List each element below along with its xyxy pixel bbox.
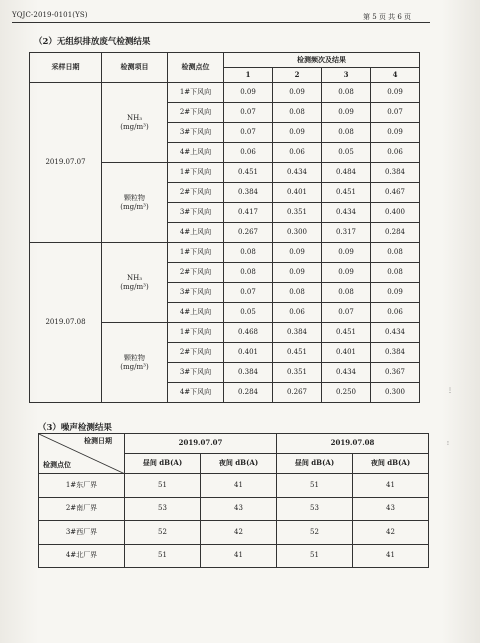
result-value: 0.06 [371,143,420,163]
result-value: 0.317 [322,223,371,243]
margin-mark: ⁝ [447,440,449,447]
result-value: 0.08 [322,123,371,143]
table-row [30,83,420,103]
frequency-number: 1 [224,68,273,83]
day-night-header: 昼间 dB(A) [277,454,353,474]
sampling-date: 2019.07.08 [30,243,102,403]
result-value: 0.284 [371,223,420,243]
result-value: 0.08 [322,83,371,103]
noise-date: 2019.07.07 [125,434,277,454]
monitoring-point: 3#下风向 [168,203,224,223]
header-item: 检测项目 [102,53,168,83]
monitoring-point: 4#上风向 [168,143,224,163]
result-value: 0.384 [224,363,273,383]
result-value: 0.09 [322,263,371,283]
noise-value: 51 [277,544,353,568]
result-value: 0.384 [224,183,273,203]
header-point: 检测点位 [168,53,224,83]
monitoring-point: 4#上风向 [168,303,224,323]
result-value: 0.06 [371,303,420,323]
noise-value: 51 [125,544,201,568]
result-value: 0.08 [273,103,322,123]
result-value: 0.07 [224,283,273,303]
noise-point: 1#东厂界 [39,474,125,498]
result-value: 0.09 [273,83,322,103]
frequency-number: 3 [322,68,371,83]
result-value: 0.434 [273,163,322,183]
result-value: 0.05 [322,143,371,163]
page-number: 第 5 页 共 6 页 [363,13,412,21]
test-item-cell [102,163,168,243]
result-value: 0.09 [224,83,273,103]
noise-value: 41 [353,544,429,568]
monitoring-point: 2#下风向 [168,263,224,283]
test-item-cell [102,83,168,163]
result-value: 0.467 [371,183,420,203]
result-value: 0.07 [371,103,420,123]
margin-mark: ⋮ [447,387,453,394]
result-value: 0.08 [371,243,420,263]
monitoring-point: 3#下风向 [168,123,224,143]
result-value: 0.401 [224,343,273,363]
result-value: 0.08 [224,243,273,263]
result-value: 0.434 [322,203,371,223]
result-value: 0.400 [371,203,420,223]
monitoring-point: 1#下风向 [168,83,224,103]
result-value: 0.451 [273,343,322,363]
noise-table [38,433,429,568]
result-value: 0.300 [371,383,420,403]
noise-value: 43 [201,497,277,521]
result-value: 0.367 [371,363,420,383]
test-item-unit: (mg/m³) [120,202,149,211]
test-item-name: 颗粒物 [124,353,145,362]
result-value: 0.07 [322,303,371,323]
result-value: 0.09 [273,243,322,263]
monitoring-point: 4#下风向 [168,383,224,403]
result-value: 0.06 [273,143,322,163]
result-value: 0.06 [273,303,322,323]
diag-label-point: 检测点位 [43,460,71,470]
result-value: 0.09 [273,123,322,143]
result-value: 0.384 [371,163,420,183]
result-value: 0.351 [273,203,322,223]
result-value: 0.468 [224,323,273,343]
header-row [39,434,429,454]
result-value: 0.451 [224,163,273,183]
monitoring-point: 2#下风向 [168,183,224,203]
monitoring-point: 4#上风向 [168,223,224,243]
noise-point: 4#北厂界 [39,544,125,568]
monitoring-point: 2#下风向 [168,103,224,123]
header-divider [12,22,430,23]
diagonal-header-cell [39,434,125,474]
header-frequency: 检测频次及结果 [224,53,420,68]
test-item-name: NH₃ [126,273,143,282]
frequency-number: 2 [273,68,322,83]
monitoring-point: 3#下风向 [168,283,224,303]
result-value: 0.06 [224,143,273,163]
result-value: 0.451 [322,183,371,203]
sampling-date: 2019.07.07 [30,83,102,243]
monitoring-point: 1#下风向 [168,163,224,183]
result-value: 0.09 [371,83,420,103]
noise-point: 2#南厂界 [39,497,125,521]
test-item-unit: (mg/m³) [120,282,149,291]
test-item-cell [102,243,168,323]
noise-value: 42 [353,521,429,545]
result-value: 0.250 [322,383,371,403]
result-value: 0.08 [224,263,273,283]
frequency-number: 4 [371,68,420,83]
table-row [39,497,429,521]
result-value: 0.284 [224,383,273,403]
result-value: 0.08 [371,263,420,283]
result-value: 0.08 [273,283,322,303]
noise-value: 42 [201,521,277,545]
result-value: 0.401 [322,343,371,363]
result-value: 0.484 [322,163,371,183]
noise-date: 2019.07.08 [277,434,429,454]
monitoring-point: 3#下风向 [168,363,224,383]
test-item-name: NH₃ [126,113,143,122]
noise-value: 53 [277,497,353,521]
result-value: 0.417 [224,203,273,223]
result-value: 0.267 [224,223,273,243]
document-code: YQJC-2019-0101(YS) [12,11,88,19]
result-value: 0.08 [322,283,371,303]
test-item-name: 颗粒物 [124,193,145,202]
noise-value: 51 [125,474,201,498]
noise-value: 41 [201,544,277,568]
result-value: 0.09 [322,103,371,123]
noise-value: 52 [125,521,201,545]
noise-value: 41 [201,474,277,498]
monitoring-point: 1#下风向 [168,323,224,343]
result-value: 0.267 [273,383,322,403]
test-item-cell [102,323,168,403]
result-value: 0.384 [371,343,420,363]
noise-value: 41 [353,474,429,498]
noise-value: 53 [125,497,201,521]
noise-value: 52 [277,521,353,545]
table-row [39,521,429,545]
table-row [39,544,429,568]
day-night-header: 昼间 dB(A) [125,454,201,474]
diag-label-date: 检测日期 [84,436,112,445]
test-item-unit: (mg/m³) [120,122,149,131]
result-value: 0.401 [273,183,322,203]
result-value: 0.07 [224,103,273,123]
result-value: 0.09 [371,283,420,303]
header-row [30,53,420,68]
day-night-header: 夜间 dB(A) [201,454,277,474]
result-value: 0.351 [273,363,322,383]
monitoring-point: 2#下风向 [168,343,224,363]
result-value: 0.384 [273,323,322,343]
fugitive-emission-table [29,52,420,403]
section-3-title: （3）噪声检测结果 [38,423,112,433]
day-night-header: 夜间 dB(A) [353,454,429,474]
test-item-unit: (mg/m³) [120,362,149,371]
monitoring-point: 1#下风向 [168,243,224,263]
result-value: 0.300 [273,223,322,243]
noise-value: 43 [353,497,429,521]
table-row [30,243,420,263]
noise-point: 3#西厂界 [39,521,125,545]
result-value: 0.07 [224,123,273,143]
result-value: 0.05 [224,303,273,323]
result-value: 0.09 [273,263,322,283]
header-date: 采样日期 [30,53,102,83]
result-value: 0.09 [322,243,371,263]
result-value: 0.09 [371,123,420,143]
section-2-title: （2）无组织排放废气检测结果 [34,37,151,47]
result-value: 0.451 [322,323,371,343]
noise-value: 51 [277,474,353,498]
result-value: 0.434 [322,363,371,383]
result-value: 0.434 [371,323,420,343]
table-row [39,474,429,498]
